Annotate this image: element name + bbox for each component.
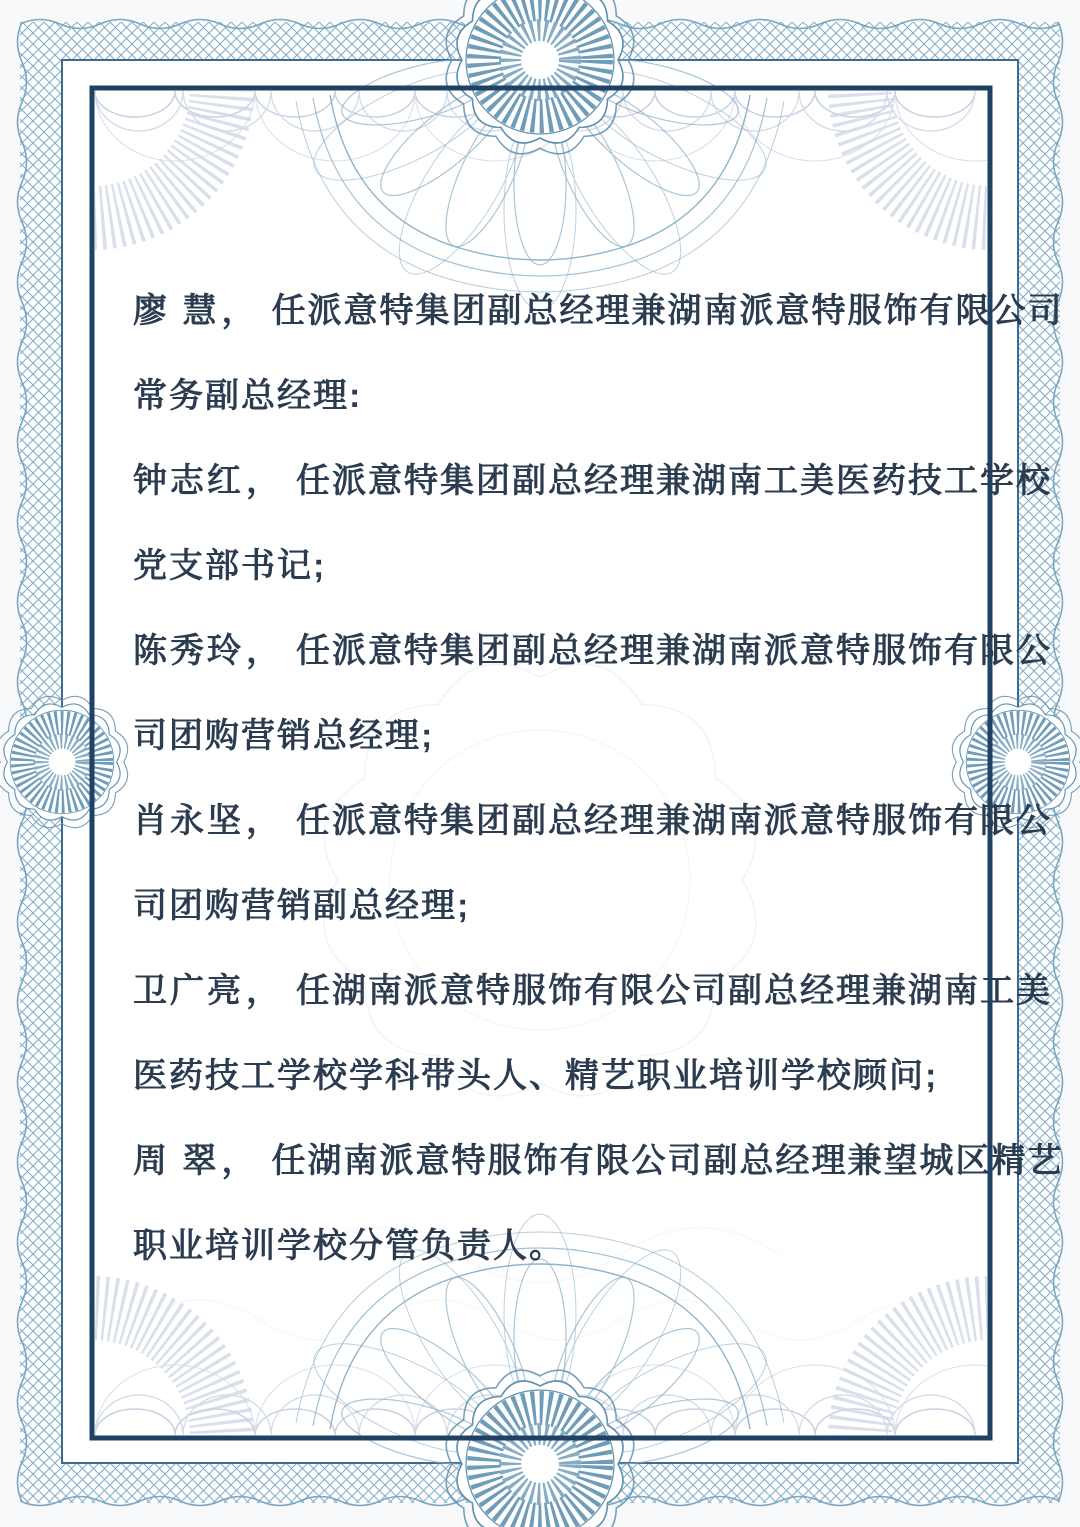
person-name: 卫广亮 (133, 972, 244, 1010)
paragraph-5-line-2 (133, 1030, 963, 1115)
name-separator: ， (246, 462, 282, 500)
appointment-text: 医药技工学校学科带头人、精艺职业培训学校顾问; (133, 1057, 939, 1095)
name-separator: ， (221, 292, 258, 330)
appointment-text: 司团购营销副总经理; (133, 887, 471, 925)
appointment-text: 任派意特集团副总经理兼湖南派意特服饰有限公司 (271, 292, 1064, 330)
appointment-text: 任派意特集团副总经理兼湖南派意特服饰有限公 (296, 632, 1052, 670)
appointment-text: 司团购营销总经理; (133, 717, 435, 755)
appointment-text: 任派意特集团副总经理兼湖南派意特服饰有限公 (296, 802, 1052, 840)
name-separator: ， (221, 1142, 258, 1180)
appointment-text: 任湖南派意特服饰有限公司副总经理兼湖南工美 (296, 972, 1052, 1010)
paragraph-3-line-1 (133, 605, 1052, 690)
person-name: 廖 慧 (133, 292, 220, 330)
paragraph-5-line-1 (133, 945, 1052, 1030)
paragraph-6-line-1 (133, 1115, 1064, 1200)
paragraph-3-line-2 (133, 690, 963, 775)
appointment-text: 党支部书记; (133, 547, 327, 585)
appointment-text: 职业培训学校分管负责人。 (133, 1227, 565, 1265)
name-separator: ， (246, 632, 282, 670)
appointment-text: 任派意特集团副总经理兼湖南工美医药技工学校 (296, 462, 1052, 500)
paragraph-4-line-1 (133, 775, 1052, 860)
paragraph-6-line-2 (133, 1200, 963, 1285)
document-body (133, 265, 1064, 1285)
name-separator: ， (246, 802, 282, 840)
name-separator: ， (246, 972, 282, 1010)
paragraph-1-line-1 (133, 265, 1064, 350)
paragraph-2-line-1 (133, 435, 1052, 520)
appointment-text: 常务副总经理: (133, 377, 363, 415)
person-name: 陈秀玲 (133, 632, 244, 670)
person-name: 周 翠 (133, 1142, 220, 1180)
appointment-text: 任湖南派意特服饰有限公司副总经理兼望城区精艺 (271, 1142, 1064, 1180)
paragraph-1-line-2 (133, 350, 963, 435)
person-name: 钟志红 (133, 462, 244, 500)
person-name: 肖永坚 (133, 802, 244, 840)
paragraph-2-line-2 (133, 520, 963, 605)
paragraph-4-line-2 (133, 860, 963, 945)
